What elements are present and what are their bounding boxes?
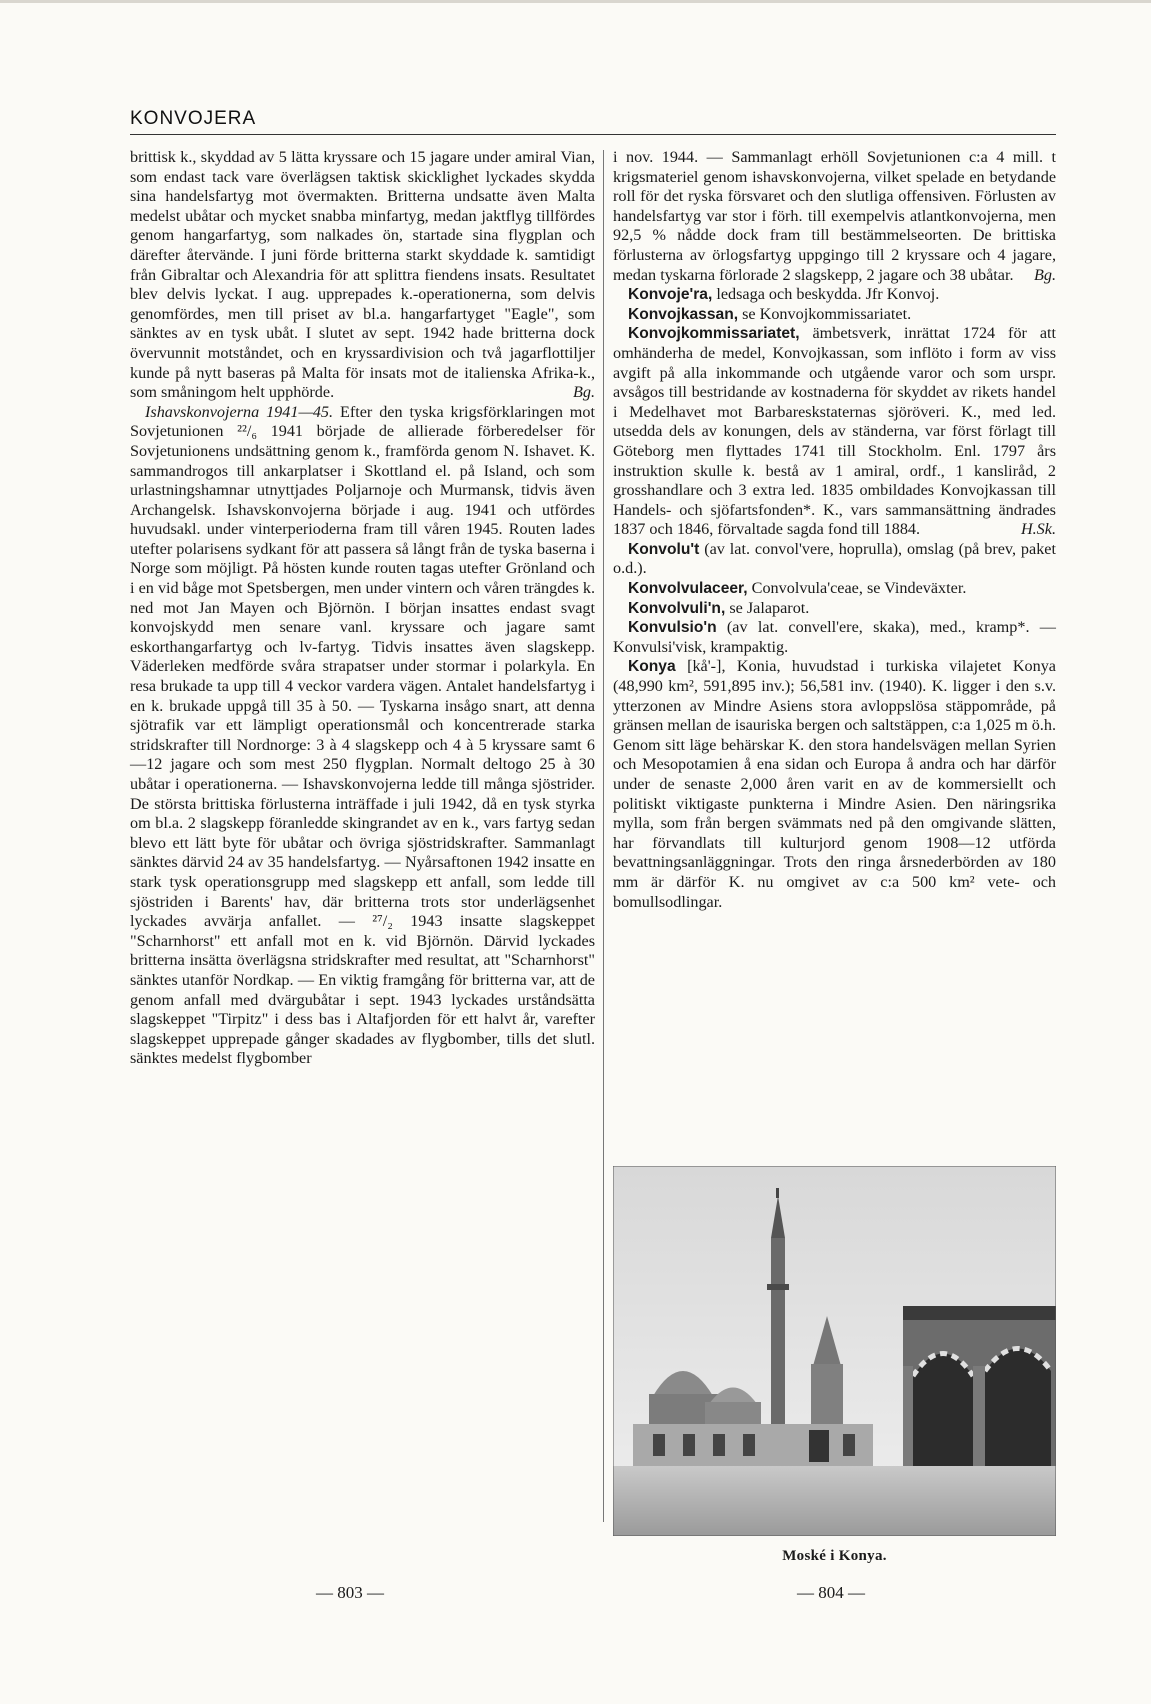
dictionary-entry	[613, 599, 1056, 619]
entry-headword: Konvolvulaceer,	[628, 580, 748, 598]
left-column	[130, 148, 595, 1069]
entry-text: [kå'-], Konia, huvudstad i turkiska vilajetet Konya (48,990 km², 591,895 inv.); 56,581 inv. (1940). K. ligger i den s.v. ytterzonen av Mindre Asiens stora avloppslösa stäppområde, på gränsen mellan de isauriska bergen och saltstäppen, c:a 1,025 m ö.h. Genom sitt läge behärskar K. den stora handelsvägen mellan Syrien och Mesopotamien å ena sidan och Europa å andra och har därför under de senaste 2,000 åren varit en av de kommersiellt och politiskt viktigaste punkterna i Mindre Asien. Den näringsrika mylla, som från bergen svämmats ned på den omgivande slätten, har förvandlats till kulturjord genom 1908—12 utförda bevattningsanläggningar. Trots den ringa årsnederbörden av 180 mm är därför K. nu omgivet av c:a 500 km² vete- och bomullsodlingar.	[613, 657, 1056, 911]
section-lead: Ishavskonvojerna 1941—45.	[145, 402, 334, 421]
entry-headword: Konvulsio'n	[628, 619, 717, 637]
entry-text: se Jalaparot.	[725, 598, 810, 617]
entry-headword: Konvojkommissariatet,	[628, 325, 800, 343]
author-signature: H.Sk.	[1020, 520, 1056, 539]
entry-headword: Konvojkassan,	[628, 305, 739, 323]
entry-text: se Konvojkommissariatet.	[738, 304, 912, 323]
author-signature: Bg.	[1033, 265, 1056, 284]
mosque-photo	[613, 1166, 1056, 1536]
entry-text: Convolvula'ceae, se Vindeväxter.	[747, 579, 967, 598]
entry-headword: Konvolu't	[628, 540, 700, 558]
entry-text: (av lat. convol'vere, hoprulla), omslag (på brev, paket o.d.).	[613, 539, 1056, 578]
paragraph-text: i nov. 1944. — Sammanlagt erhöll Sovjetunionen c:a 4 mill. t krigsmateriel genom ishavskonvojerna, vilket spelade en betydande roll för det ryska försvaret och den slutliga offensiven. Förlusten av handelsfartyg var stor i förh. till exempelvis atlantkonvojerna, men 92,5 % nådde dock fram till bestämmelseorten. De brittiska förlusterna av örlogsfartyg uppgingo till 2 kryssare och 4 jagare, medan tyskarna förlorade 2 slagskepp, 2 jagare och 38 ubåtar.	[613, 148, 1056, 284]
dictionary-entry	[613, 618, 1056, 657]
entry-headword: Konvoje'ra,	[628, 286, 713, 304]
right-column	[613, 148, 1056, 912]
page-number-right: — 804 —	[797, 1583, 865, 1602]
author-signature: Bg.	[572, 383, 595, 402]
courtyard-ground	[613, 1466, 1056, 1536]
entry-text: ledsaga och beskydda. Jfr Konvoj.	[712, 285, 940, 304]
dictionary-entry	[613, 579, 1056, 599]
running-head: KONVOJERA	[130, 108, 257, 129]
header-rule	[130, 134, 1056, 135]
entry-text: (av lat. convell'ere, skaka), med., kramp*. — Konvulsi'visk, krampaktig.	[613, 618, 1056, 656]
paragraph-text: brittisk k., skyddad av 5 lätta kryssare och 15 jagare under amiral Vian, som endast tack vare överlägsen taktisk skicklighet lyckades skydda sina handelsfartyg mot övermakten. Britterna undsatte även Malta medelst ubåtar och mycket snabba minfartyg, medan jaktflyg tillfördes genom hangarfartyg, som nalkades ön, startade sina flygplan och därefter återvände. I juni förde britterna starkt skyddade k. samtidigt från Gibraltar och Alexandria för att splittra fiendens insats. Resultatet blev delvis lyckat. I aug. upprepades k.-operationerna, som delvis genomfördes, men till priset av bl.a. hangarfartyget "Eagle", som sänktes av en tysk ubåt. I slutet av sept. 1942 hade britterna dock övervunnit motståndet, och en kryssardivision och två jagarflottiljer kunde på nytt baseras på Malta för insats mot de italienska Afrika-k., som småningom helt upphörde.	[130, 148, 595, 402]
page-number-left: — 803 —	[316, 1583, 384, 1602]
paragraph	[130, 148, 595, 403]
entry-headword: Konya	[628, 658, 676, 676]
column-divider	[603, 150, 604, 1522]
dictionary-entry	[613, 285, 1056, 305]
dictionary-entry	[613, 657, 1056, 912]
dictionary-entry	[613, 305, 1056, 325]
mosque-illustration	[613, 1166, 1056, 1536]
dictionary-entry	[613, 324, 1056, 540]
photo-caption: Moské i Konya.	[782, 1548, 887, 1564]
paragraph	[613, 148, 1056, 285]
arcade-building	[903, 1306, 1056, 1486]
paragraph-text: Efter den tyska krigsförklaringen mot Sovjetunionen ²²/₆ 1941 började de allierade förberedelser för Sovjetunionens undsättning genom k., framförda genom N. Ishavet. K. sammandrogos till ankarplatser i Skottland el. på Island, och som urlastningshamnar utnyttjades Poljarnoje och Murmansk, tidvis även Archangelsk. Ishavskonvojerna började i aug. 1941 och utfördes huvudsakl. under vinterperioderna fram till våren 1945. Routen lades utefter polarisens sydkant för att passera så långt från de tyska baserna i Norge som möjligt. På hösten kunde routen tagas utefter Grönland och i en vid båge mot Spetsbergen, men under vintern och våren trängdes k. ned mot Jan Mayen och Björnön. I början insattes endast svagt konvojskydd men senare vanl. kryssare och jagare samt eskorthangarfartyg och lv-fartyg. Tidvis insattes även slagskepp. Väderleken medförde svåra strapatser under stormar i polarkyla. En resa brukade ta upp till 4 veckor vardera vägen. Antalet handelsfartyg i en k. brukade uppgå till 35 à 50. — Tyskarna insågo snart, att denna sjötrafik var ett lämpligt operationsmål och koncentrerade starka stridskrafter till Nordnorge: 3 à 4 slagskepp och 4 à 5 kryssare samt 6—12 jagare och som mest 250 flygplan. Normalt deltogo 25 à 30 ubåtar i operationerna. — Ishavskonvojerna ledde till många sjöstrider. De största brittiska förlusterna inträffade i juli 1942, då en tysk styrka om bl.a. 2 slagskepp föranledde skingrandet av en k., vars fartyg sedan blevo ett lätt byte för ubåtar och övriga sjöstridskrafter. Sammanlagt sänktes därvid 24 av 35 handelsfartyg. — Nyårsaftonen 1942 insatte en stark tysk operationsgrupp med slagskepp ett anfall, som ledde till sjöstriden i Barents' hav, där britterna trots stor underlägsenhet lyckades avvärja anfallet. — ²⁷/₂ 1943 insatte slagskeppet "Scharnhorst" ett anfall mot en k. vid Björnön. Därvid lyckades britterna insätta överlägsna stridskrafter med resultat, att "Scharnhorst" sänktes utanför Nordkap. — En viktig framgång för britterna var, att de genom anfall med dvärgubåtar i sept. 1943 lyckades urståndsätta slagskeppet "Tirpitz" i dess bas i Altafjorden för ett halvt år, varefter slagskeppet upprepade gånger skadades av flygbomber, tills det slutl. sänktes medelst flygbomber	[130, 402, 595, 1068]
dictionary-entry	[613, 540, 1056, 579]
scan-edge	[0, 0, 1151, 3]
section-paragraph	[130, 403, 595, 1069]
entry-text: ämbetsverk, inrättat 1724 för att omhänderha de medel, Konvojkassan, som inflöto i form av viss avgift på alla inkommande och utgående varor och som urspr. avsågos till bestridande av kostnaderna för skyddet av rikets handel i Medelhavet mot Barbareskstaternas sjöröveri. K., med led. utsedda dels av konungen, dels av ständerna, var först förlagt till Göteborg men flyttades 1741 till Stockholm. Enl. 1797 års instruktion skulle k. bestå av 1 amiral, ordf., 1 kansliråd, 2 grosshandlare och 3 extra led. 1835 ombildades Konvojkassan till Handels- och sjöfartsfonden*. K., vars sammansättning ändrades 1837 och 1846, förvaltade sagda fond till 1884.	[613, 324, 1056, 539]
entry-headword: Konvolvuli'n,	[628, 599, 726, 617]
courtyard-wall	[633, 1424, 873, 1468]
